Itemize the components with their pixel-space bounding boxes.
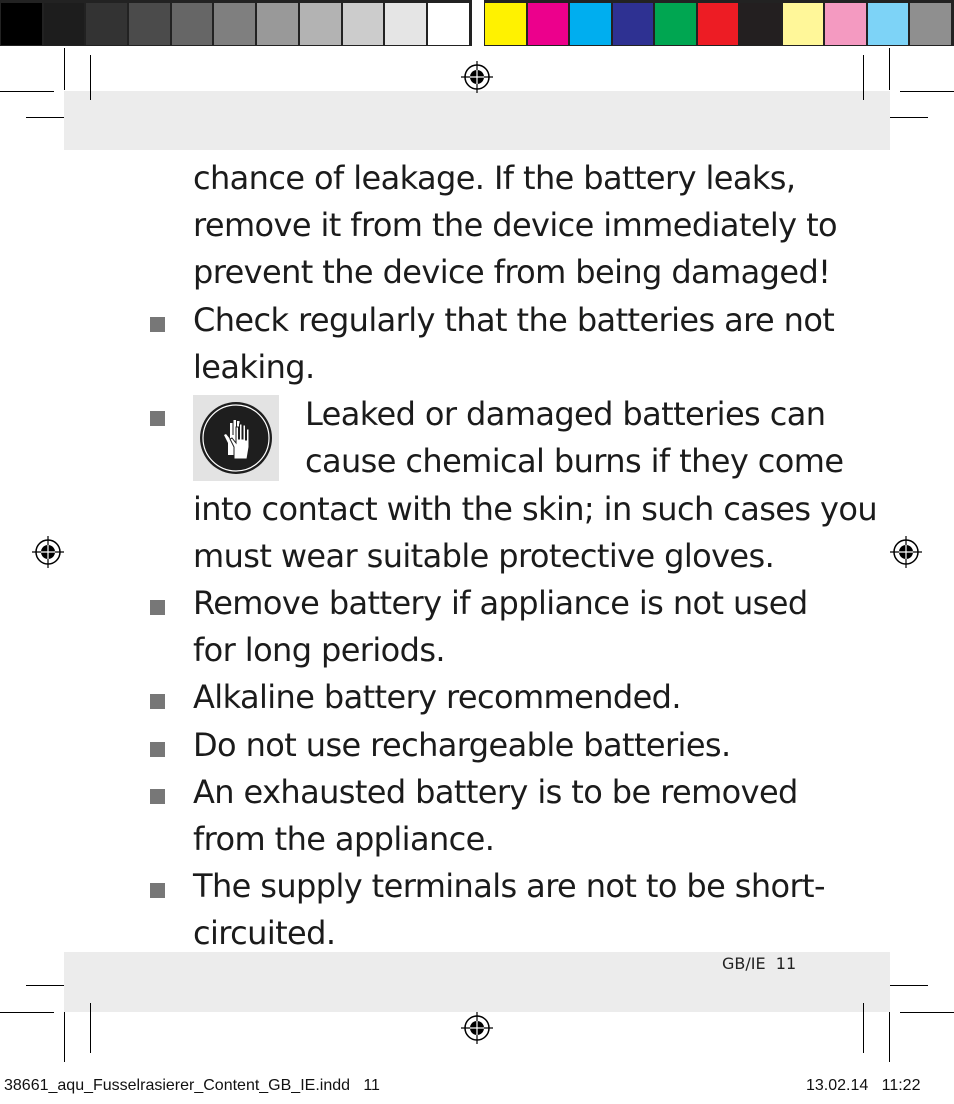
text-line: Alkaline battery recommended. bbox=[193, 678, 681, 716]
crop-mark bbox=[90, 1003, 91, 1053]
crop-mark bbox=[863, 55, 864, 100]
color-swatch bbox=[740, 3, 781, 45]
text-line: into contact with the skin; in such cases you bbox=[193, 490, 878, 528]
crop-mark bbox=[890, 985, 928, 986]
color-swatch bbox=[257, 3, 298, 45]
text-line: must wear suitable protective gloves. bbox=[193, 537, 775, 575]
text-line: Leaked or damaged batteries can bbox=[305, 395, 826, 433]
page-number: GB/IE 11 bbox=[722, 954, 797, 973]
crop-mark bbox=[900, 1012, 954, 1013]
list-bullet bbox=[150, 742, 165, 757]
top-bleed-band bbox=[64, 91, 890, 150]
list-bullet bbox=[150, 694, 165, 709]
color-swatch bbox=[129, 3, 170, 45]
text-line: prevent the device from being damaged! bbox=[193, 253, 831, 291]
color-swatch bbox=[86, 3, 127, 45]
slug-datetime: 13.02.14 11:22 bbox=[806, 1077, 921, 1094]
list-bullet bbox=[150, 317, 165, 332]
color-swatch bbox=[910, 3, 951, 45]
grayscale-color-bar bbox=[0, 0, 472, 46]
text-line: circuited. bbox=[193, 914, 336, 952]
crop-mark bbox=[889, 48, 890, 90]
crop-mark bbox=[890, 117, 928, 118]
process-color-bar bbox=[484, 0, 954, 46]
color-swatch bbox=[1, 3, 42, 45]
color-swatch bbox=[570, 3, 611, 45]
color-swatch bbox=[698, 3, 739, 45]
color-swatch bbox=[172, 3, 213, 45]
color-swatch bbox=[783, 3, 824, 45]
list-bullet bbox=[150, 883, 165, 898]
crop-mark bbox=[0, 91, 54, 92]
crop-mark bbox=[26, 117, 64, 118]
crop-mark bbox=[889, 1012, 890, 1062]
text-line: Remove battery if appliance is not used bbox=[193, 584, 808, 622]
text-line: cause chemical burns if they come bbox=[305, 442, 844, 480]
color-swatch bbox=[655, 3, 696, 45]
color-swatch bbox=[825, 3, 866, 45]
text-line: remove it from the device immediately to bbox=[193, 206, 838, 244]
crop-mark bbox=[64, 48, 65, 90]
registration-mark-icon bbox=[460, 1011, 494, 1045]
crop-mark bbox=[0, 1012, 54, 1013]
text-line: leaking. bbox=[193, 348, 315, 386]
list-bullet bbox=[150, 789, 165, 804]
list-bullet bbox=[150, 411, 165, 426]
crop-mark bbox=[863, 1003, 864, 1053]
crop-mark bbox=[90, 55, 91, 100]
list-bullet bbox=[150, 600, 165, 615]
color-swatch bbox=[528, 3, 569, 45]
text-line: The supply terminals are not to be short- bbox=[193, 867, 825, 905]
protective-gloves-icon bbox=[193, 395, 279, 481]
text-line: Do not use rechargeable batteries. bbox=[193, 726, 731, 764]
color-swatch bbox=[214, 3, 255, 45]
crop-mark bbox=[64, 1012, 65, 1062]
registration-mark-icon bbox=[889, 535, 923, 569]
warning-icon-box bbox=[193, 395, 279, 481]
text-line: Check regularly that the batteries are not bbox=[193, 301, 835, 339]
slug-filename: 38661_aqu_Fusselrasierer_Content_GB_IE.indd 11 bbox=[4, 1077, 380, 1094]
registration-mark-icon bbox=[460, 60, 494, 94]
registration-mark-icon bbox=[31, 535, 65, 569]
color-swatch bbox=[428, 3, 469, 45]
color-swatch bbox=[485, 3, 526, 45]
color-swatch bbox=[300, 3, 341, 45]
crop-mark bbox=[26, 985, 64, 986]
text-line: from the appliance. bbox=[193, 820, 495, 858]
text-line: for long periods. bbox=[193, 631, 445, 669]
text-line: An exhausted battery is to be removed bbox=[193, 773, 798, 811]
color-swatch bbox=[44, 3, 85, 45]
crop-mark bbox=[900, 91, 954, 92]
color-swatch bbox=[343, 3, 384, 45]
color-swatch bbox=[385, 3, 426, 45]
color-swatch bbox=[868, 3, 909, 45]
text-line: chance of leakage. If the battery leaks, bbox=[193, 159, 796, 197]
color-swatch bbox=[613, 3, 654, 45]
